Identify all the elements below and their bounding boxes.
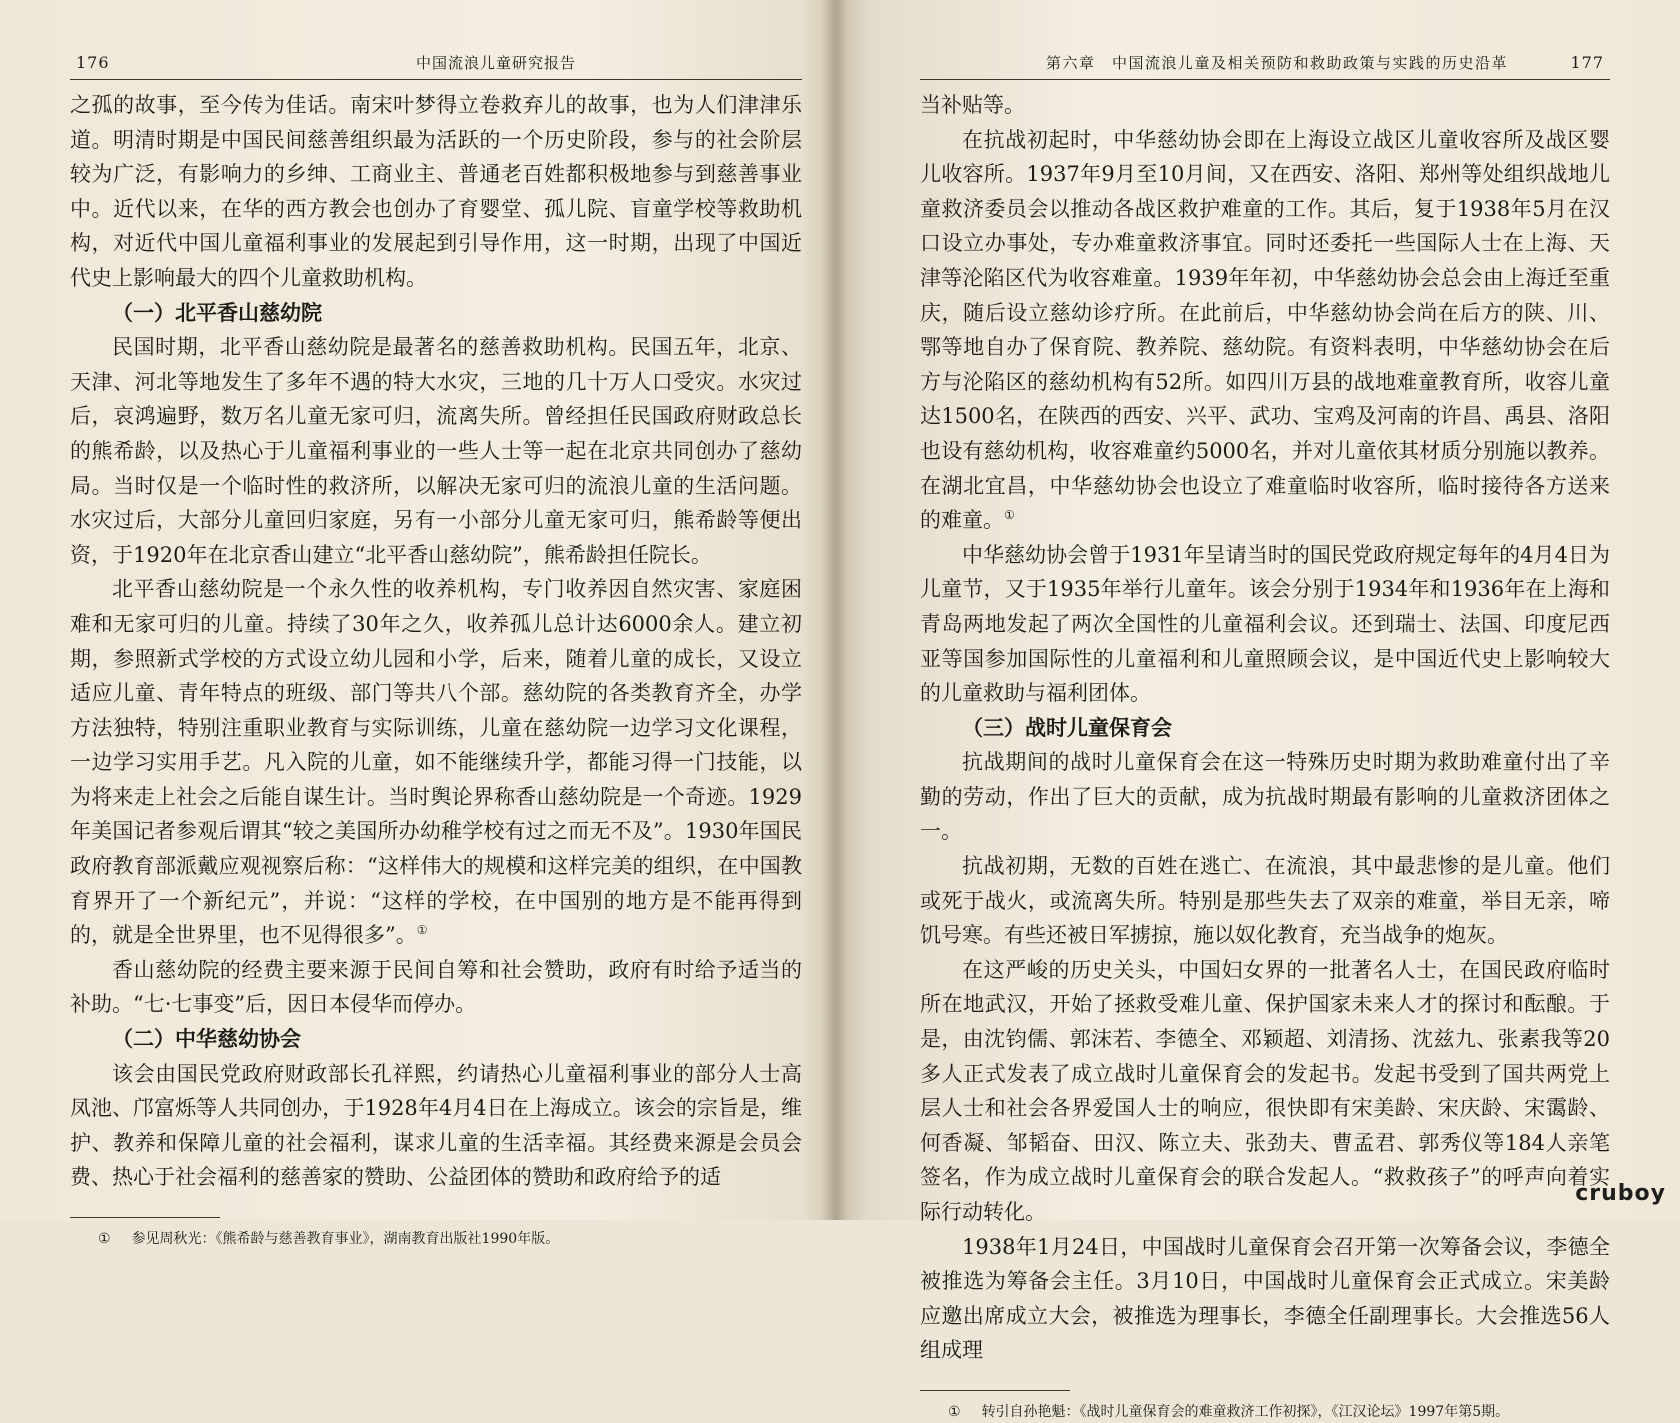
section-heading: [70, 1022, 802, 1057]
paragraph: [920, 953, 1610, 1230]
paragraph-text: 中华慈幼协会曾于1931年呈请当时的国民党政府规定每年的4月4日为儿童节，又于1935年举行儿童年。该会分别于1934年和1936年在上海和青岛两地发起了两次全国性的儿童福利会议。还到瑞士、法国、印度尼西亚等国参加国际性的儿童福利和儿童照顾会议，是中国近代史上影响较大的儿童救助与福利团体。: [920, 542, 1610, 706]
paragraph: [920, 849, 1610, 953]
paragraph: [70, 330, 802, 572]
paragraph-text: 当补贴等。: [920, 93, 1025, 117]
right-footnote-mark: ①: [948, 1403, 961, 1420]
book-gutter: [822, 0, 848, 1220]
paragraph-text: 该会由国民党政府财政部长孔祥熙，约请热心儿童福利事业的部分人士高凤池、邝富烁等人共同创办，于1928年4月4日在上海成立。该会的宗旨是，维护、教养和保障儿童的社会福利，谋求儿童的生活幸福。其经费来源是会员会费、热心于社会福利的慈善家的赞助、公益团体的赞助和政府给予的适: [70, 1061, 802, 1190]
paragraph: [920, 538, 1610, 711]
right-body-text: [920, 88, 1610, 1368]
paragraph-text: 1938年1月24日，中国战时儿童保育会召开第一次筹备会议，李德全被推选为筹备会主任。3月10日，中国战时儿童保育会正式成立。宋美龄应邀出席成立大会，被推选为理事长，李德全任副理事长。大会推选56人组成理: [920, 1234, 1610, 1363]
footnote-reference: ①: [416, 923, 428, 938]
paragraph: [70, 572, 802, 953]
right-running-head: [920, 52, 1610, 80]
paragraph-text: （一）北平香山慈幼院: [112, 300, 322, 325]
paragraph-text: 民国时期，北平香山慈幼院是最著名的慈善救助机构。民国五年，北京、天津、河北等地发生了多年不遇的特大水灾，三地的几十万人口受灾。水灾过后，哀鸿遍野，数万名儿童无家可归，流离失所。曾经担任民国政府财政总长的熊希龄，以及热心于儿童福利事业的一些人士等一起在北京共同创办了慈幼局。当时仅是一个临时性的救济所，以解决无家可归的流浪儿童的生活问题。水灾过后，大部分儿童回归家庭，另有一小部分儿童无家可归，熊希龄等便出资，于1920年在北京香山建立“北平香山慈幼院”，熊希龄担任院长。: [70, 335, 802, 567]
paragraph-text: 香山慈幼院的经费主要来源于民间自筹和社会赞助，政府有时给予适当的补助。“七·七事变”后，因日本侵华而停办。: [70, 957, 802, 1017]
right-footnote-rule: [920, 1390, 1070, 1391]
paragraph-text: 在抗战初起时，中华慈幼协会即在上海设立战区儿童收容所及战区婴儿收容所。1937年9月至10月间，又在西安、洛阳、郑州等处组织战地儿童救济委员会以推动各战区救护难童的工作。其后，复于1938年5月在汉口设立办事处，专办难童救济事宜。同时还委托一些国际人士在上海、天津等沦陷区代为收容难童。1939年年初，中华慈幼协会总会由上海迁至重庆，随后设立慈幼诊疗所。在此前后，中华慈幼协会尚在后方的陕、川、鄂等地自办了保育院、教养院、慈幼院。有资料表明，中华慈幼协会在后方与沦陷区的慈幼机构有52所。如四川万县的战地难童教育所，收容儿童达1500名，在陕西的西安、兴平、武功、宝鸡及河南的许昌、禹县、洛阳也设有慈幼机构，收容难童约5000名，并对儿童依其材质分别施以教养。在湖北宜昌，中华慈幼协会也设立了难童临时收容所，临时接待各方送来的难童。: [920, 127, 1610, 533]
paragraph-text: 在这严峻的历史关头，中国妇女界的一批著名人士，在国民政府临时所在地武汉，开始了拯救受难儿童、保护国家未来人才的探讨和酝酿。于是，由沈钧儒、郭沫若、李德全、邓颖超、刘清扬、沈兹九、张素我等20多人正式发表了成立战时儿童保育会的发起书。发起书受到了国共两党上层人士和社会各界爱国人士的响应，很快即有宋美龄、宋庆龄、宋霭龄、何香凝、邹韬奋、田汉、陈立夫、张劲夫、曹孟君、郭秀仪等184人亲笔签名，作为成立战时儿童保育会的联合发起人。“救救孩子”的呼声向着实际行动转化。: [920, 957, 1610, 1224]
right-page-number: 177: [1570, 53, 1604, 72]
paragraph: [70, 953, 802, 1022]
left-footnote: [70, 1228, 802, 1250]
paragraph: [920, 1230, 1610, 1368]
watermark: cruboy: [1575, 1181, 1666, 1206]
paragraph: [920, 123, 1610, 538]
section-heading: [70, 296, 802, 331]
paragraph-text: （二）中华慈幼协会: [112, 1027, 301, 1052]
left-page: [0, 0, 836, 1247]
left-footnote-mark: ①: [98, 1231, 111, 1247]
paragraph-text: 之孤的故事，至今传为佳话。南宋叶梦得立卷救弃儿的故事，也为人们津津乐道。明清时期是中国民间慈善组织最为活跃的一个历史阶段，参与的社会阶层较为广泛，有影响力的乡绅、工商业主、普通老百姓都积极地参与到慈善事业中。近代以来，在华的西方教会也创办了育婴堂、孤儿院、盲童学校等救助机构，对近代中国儿童福利事业的发展起到引导作用，这一时期，出现了中国近代史上影响最大的四个儿童救助机构。: [70, 93, 802, 290]
left-footnote-rule: [70, 1217, 220, 1218]
paragraph: [920, 745, 1610, 849]
paragraph-text: （三）战时儿童保育会: [962, 715, 1172, 740]
paragraph-text: 抗战初期，无数的百姓在逃亡、在流浪，其中最悲惨的是儿童。他们或死于战火，或流离失所。特别是那些失去了双亲的难童，举目无亲，啼饥号寒。有些还被日军掳掠，施以奴化教育，充当战争的炮灰。: [920, 854, 1610, 948]
paragraph-text: 北平香山慈幼院是一个永久性的收养机构，专门收养因自然灾害、家庭困难和无家可归的儿童。持续了30年之久，收养孤儿总计达6000余人。建立初期，参照新式学校的方式设立幼儿园和小学，后来，随着儿童的成长，又设立适应儿童、青年特点的班级、部门等共八个部。慈幼院的各类教育齐全，办学方法独特，特别注重职业教育与实际训练，儿童在慈幼院一边学习文化课程，一边学习实用手艺。凡入院的儿童，如不能继续升学，都能习得一门技能，以为将来走上社会之后能自谋生计。当时舆论界称香山慈幼院是一个奇迹。1929年美国记者参观后谓其“较之美国所办幼稚学校有过之而无不及”。1930年国民政府教育部派戴应观视察后称：“这样伟大的规模和这样完美的组织，在中国教育界开了一个新纪元”，并说：“这样的学校，在中国别的地方是不能再得到的，就是全世界里，也不见得很多”。: [70, 577, 802, 948]
left-footnote-text: 参见周秋光：《熊希龄与慈善教育事业》，湖南教育出版社1990年版。: [131, 1231, 560, 1247]
left-page-number: 176: [76, 53, 110, 72]
section-heading: [920, 711, 1610, 746]
right-header-title: 第六章 中国流浪儿童及相关预防和救助政策与实践的历史沿革: [1046, 54, 1509, 72]
paragraph: [70, 88, 802, 296]
right-footnote-text: 转引自孙艳魁：《战时儿童保育会的难童救济工作初探》，《江汉论坛》1997年第5期。: [981, 1403, 1510, 1420]
left-body-text: [70, 88, 802, 1195]
footnote-reference: ①: [1004, 508, 1015, 523]
paragraph: [920, 88, 1610, 123]
paragraph-text: 抗战期间的战时儿童保育会在这一特殊历史时期为救助难童付出了辛勤的劳动，作出了巨大的贡献，成为抗战时期最有影响的儿童救济团体之一。: [920, 750, 1610, 844]
right-page: [836, 0, 1680, 1420]
left-header-title: 中国流浪儿童研究报告: [415, 54, 576, 72]
right-footnote: [920, 1401, 1610, 1423]
left-running-head: [70, 52, 802, 80]
paragraph: [70, 1057, 802, 1195]
